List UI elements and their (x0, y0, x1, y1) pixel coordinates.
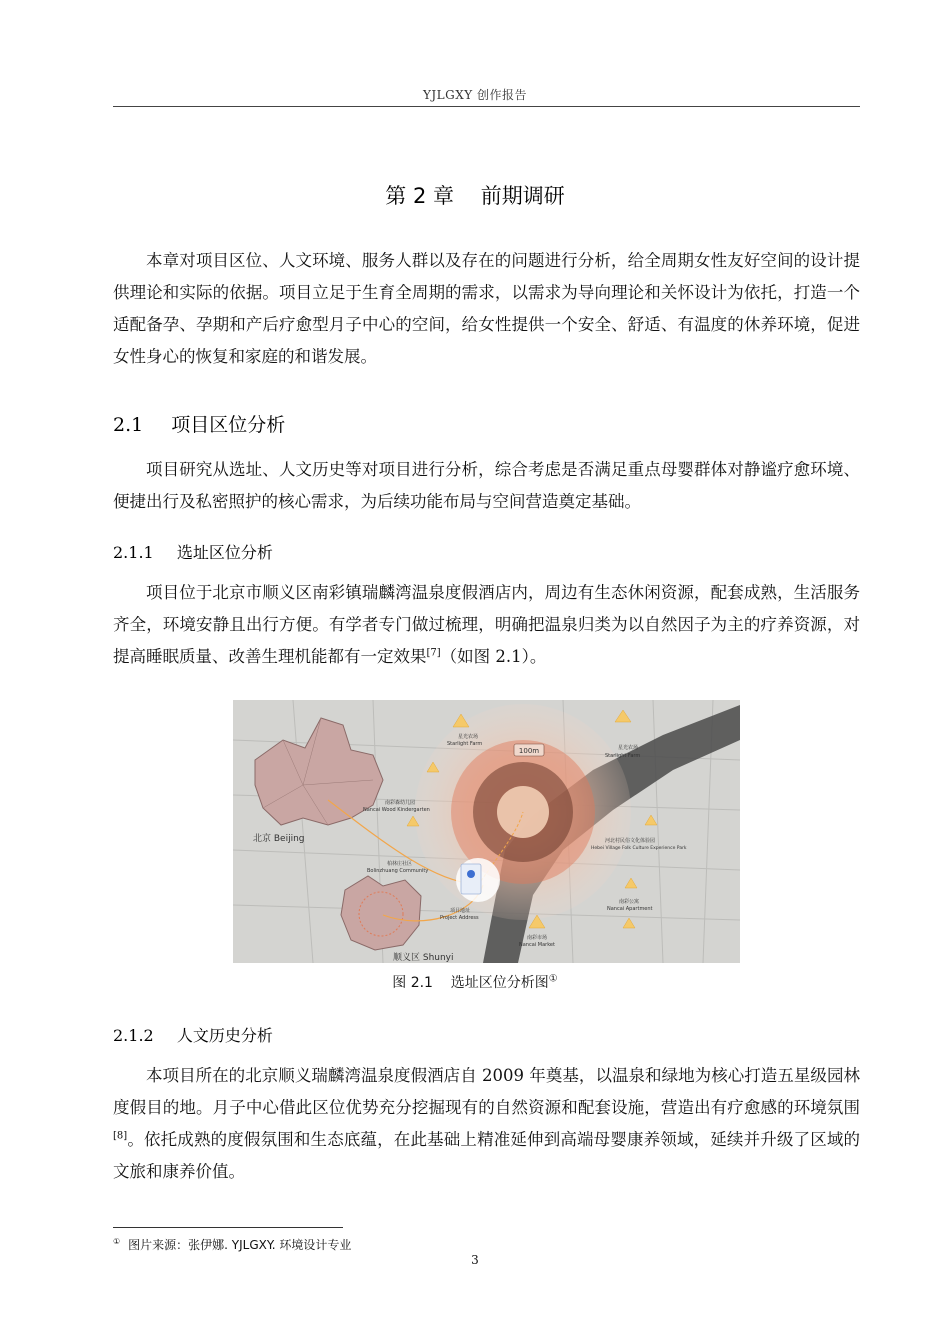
section-heading-2-1-1 (113, 540, 273, 563)
project-label-cn: 项目地址 (450, 908, 471, 914)
subsection-title: 选址区位分析 (176, 543, 273, 562)
chapter-title: 第 2 章 前期调研 (385, 184, 565, 208)
poi-label-en: Starlight Farm (447, 741, 483, 747)
footnote (113, 1236, 351, 1253)
section-heading-2-1-2 (113, 1023, 273, 1046)
poi-label-cn: 河北村民俗文化体验园 (605, 838, 656, 844)
paragraph-text: 项目位于北京市顺义区南彩镇瑞麟湾温泉度假酒店内，周边有生态休闲资源，配套成熟，生活服务齐全，环境安静且出行方便。有学者专门做过梳理，明确把温泉归类为以自然因子为主的疗养资源，对提高睡眠质量、改善生理机能都有一定效果 (113, 583, 860, 666)
poi-label-en: Bolinzhuang Community (367, 868, 429, 874)
section-number: 2.1 (113, 414, 144, 436)
poi-label-en: Nancai Wood Kindergarten (363, 807, 430, 813)
section-2-1-1-paragraph (113, 577, 860, 673)
caption-footnote-mark: ① (548, 973, 558, 985)
shunyi-label: 顺义区 Shunyi (393, 953, 454, 963)
poi-label-en: Starlight Farm (605, 753, 641, 759)
poi-label-cn: 星光农场 (618, 745, 639, 751)
subsection-number: 2.1.1 (113, 543, 154, 562)
intro-paragraph: 本章对项目区位、人文环境、服务人群以及存在的问题进行分析，给全周期女性友好空间的设计提供理论和实际的依据。项目立足于生育全周期的需求，以需求为导向理论和关怀设计为依托，打造一个适配备孕、孕期和产后疗愈型月子中心的空间，给女性提供一个安全、舒适、有温度的休养环境，促进女性身心的恢复和家庭的和谐发展。 (113, 251, 860, 366)
caption-text: 图 2.1 选址区位分析图 (392, 975, 549, 991)
header-divider (113, 106, 860, 107)
page-number: 3 (471, 1253, 479, 1267)
poi-label-cn: 柏林庄社区 (387, 861, 413, 867)
project-label-en: Project Address (440, 915, 479, 921)
section-2-1-2-paragraph (113, 1060, 860, 1188)
section-title: 项目区位分析 (171, 414, 286, 436)
footnote-mark: ① (113, 1237, 121, 1246)
poi-label-en: Hebei Village Folk Culture Experience Park (591, 846, 687, 851)
poi-label-cn: 南彩公寓 (619, 899, 640, 905)
site-location-map (233, 700, 740, 963)
subsection-title: 人文历史分析 (176, 1026, 273, 1045)
map-graphic (233, 700, 740, 963)
beijing-label: 北京 Beijing (253, 834, 305, 844)
poi-label-en: Nancai Apartment (607, 906, 653, 912)
location-pin-icon (467, 870, 475, 878)
subsection-number: 2.1.2 (113, 1026, 154, 1045)
running-header: YJLGXY 创作报告 (422, 88, 528, 102)
paragraph-text-end: （如图 2.1）。 (440, 647, 547, 666)
poi-label-cn: 星光农场 (458, 734, 479, 740)
project-marker-card (461, 864, 481, 894)
radius-label: 100m (518, 747, 540, 755)
section-2-1-paragraph: 项目研究从选址、人文历史等对项目进行分析，综合考虑是否满足重点母婴群体对静谧疗愈环境、便捷出行及私密照护的核心需求，为后续功能布局与空间营造奠定基础。 (113, 460, 860, 511)
figure-caption (0, 972, 950, 992)
section-heading-2-1 (113, 410, 285, 437)
poi-label-cn: 南彩市场 (527, 935, 548, 941)
paragraph-text-end: 。依托成熟的度假氛围和生态底蕴，在此基础上精准延伸到高端母婴康养领域，延续并升级了区域的文旅和康养价值。 (113, 1130, 860, 1181)
footnote-text: 图片来源：张伊娜. YJLGXY. 环境设计专业 (128, 1238, 352, 1252)
poi-label-cn: 南彩森幼儿园 (385, 800, 416, 806)
citation-ref: [8] (113, 1130, 128, 1142)
citation-ref: [7] (426, 647, 441, 659)
paragraph-text: 本项目所在的北京顺义瑞麟湾温泉度假酒店自 2009 年奠基，以温泉和绿地为核心打造五星级园林度假目的地。月子中心借此区位优势充分挖掘现有的自然资源和配套设施，营造出有疗愈感的环境氛围 (113, 1066, 860, 1117)
footnote-divider (113, 1227, 343, 1228)
poi-label-en: Nancai Market (519, 942, 555, 948)
